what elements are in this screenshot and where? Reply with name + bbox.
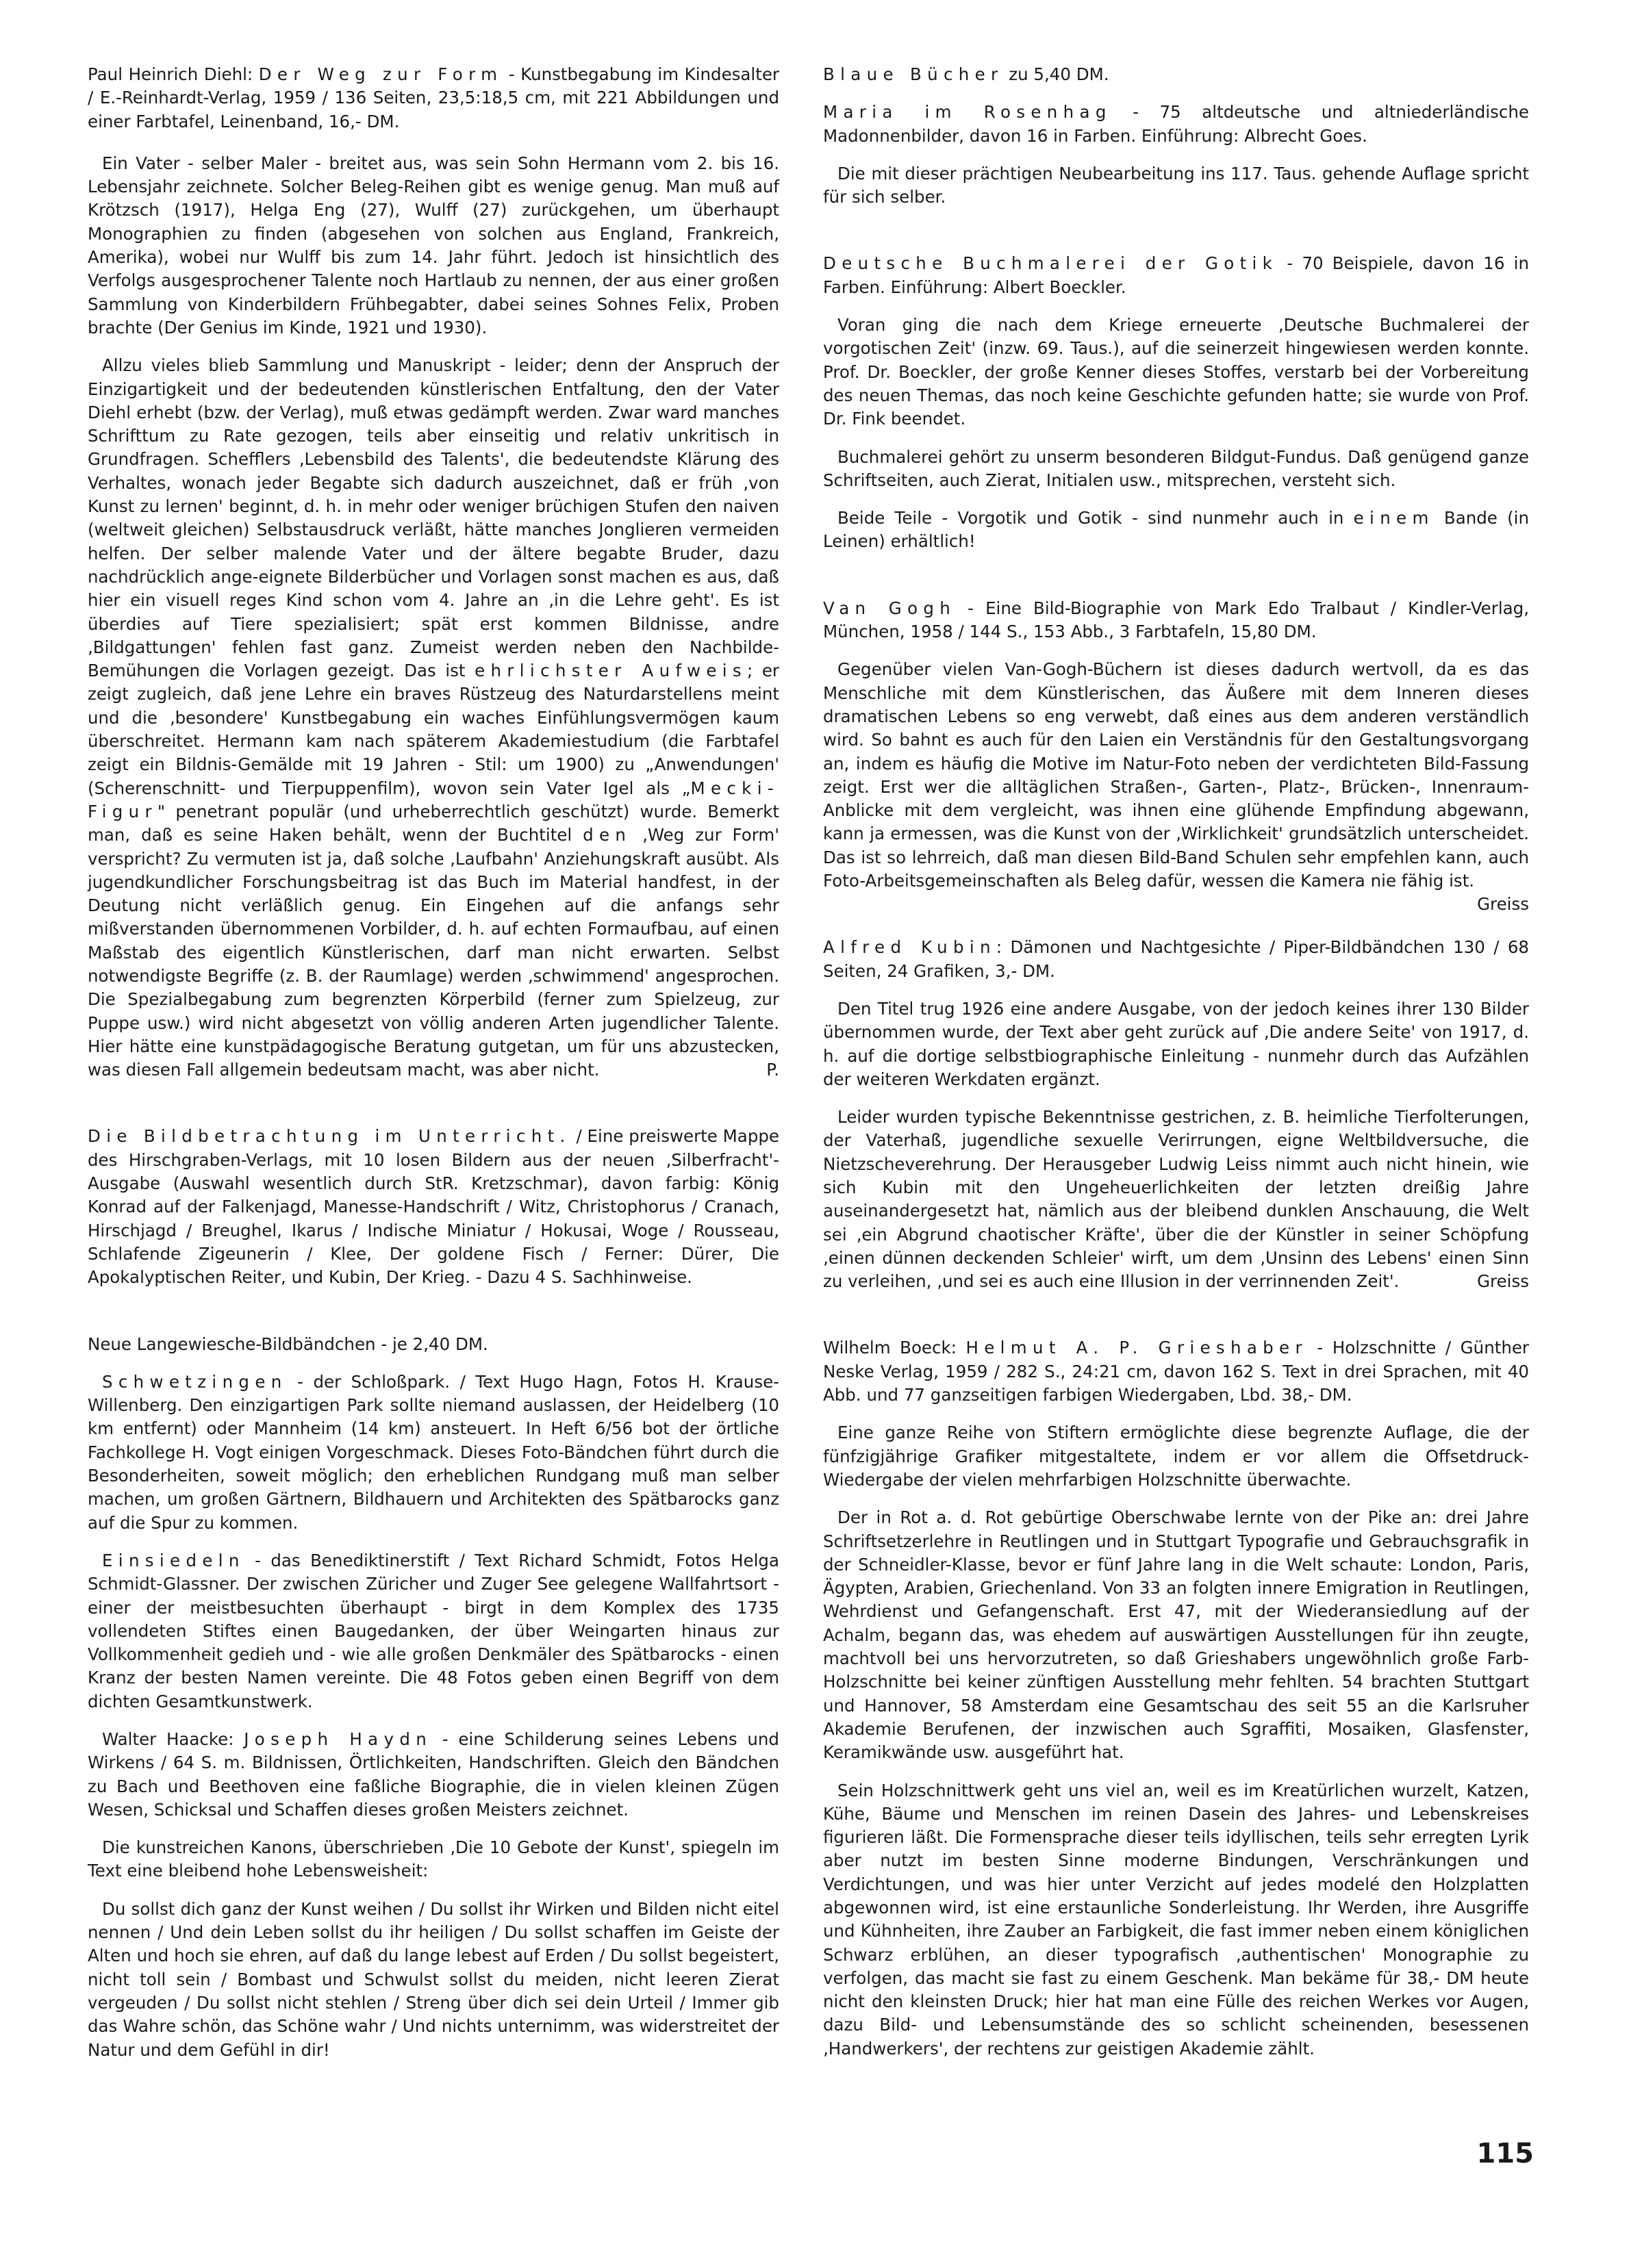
review-heading-kubin: Alfred Kubin: Dämonen und Nachtgesichte / Piper-Bildbändchen 130 / 68 Seiten, 24 Grafiken, 3,- DM. [823, 937, 1529, 981]
review-heading-maria: Maria im Rosenhag - 75 altdeutsche und altniederländische Madonnenbilder, davon 16 in Farben. Einführung: Albrecht Goes. [823, 102, 1529, 146]
review-title: Helmut A. P. Grieshaber [965, 1338, 1308, 1358]
review-author: Paul Heinrich Diehl: [88, 64, 259, 84]
review-paragraph: Allzu vieles blieb Sammlung und Manuskript - leider; denn der Anspruch der Einzigartigkeit und der bedeutenden künstlerischen Entfaltung, den der Vater Diehl erhebt (bzw. der Verlag), muß etwas gedämpft werden. Zwar ward manches Schrifttum zu Rate gezogen, teils aber einseitig und relativ unkritisch in Grundfragen. Schefflers ‚Lebensbild des Talents', die bedeutendste Klärung des Verhaltes, wonach jeder Begabte sich dadurch auszeichnet, daß er früh ‚von Kunst zu lernen' beginnt, d. h. in mehr oder weniger brüchigen Stufen den naiven (weltweit gleichen) Selbstausdruck verläßt, hätte manches Jonglieren vermeiden helfen. Der selber malende Vater und der ältere begabte Bruder, dazu nachdrücklich ange-eignete Bilderbücher und Vorlagen sonst machen es aus, daß hier ein visuell reges Kind schon vom 4. Jahre an ‚in die Lehre geht'. Es ist überdies auf Tiere spezialisiert; spät erst kommen Bildnisse, andre ‚Bildgattungen' fehlen fast ganz. Zumeist werden neben den Nachbilde-Bemühungen die Vorlagen gezeigt. Das ist ehrlichster Aufweis; er zeigt zugleich, daß jene Lehre ein braves Rüstzeug des Naturdarstellens meint und die ‚besondere' Kunstbegabung ein waches Einfühlungsvermögen kaum überschreitet. Hermann kam nach späterem Akademiestudium (die Farbtafel zeigt ein Bildnis-Gemälde mit 19 Jahren - Stil: um 1900) zu „Anwendungen' (Scherenschnitt- und Tierpuppenfilm), wovon sein Vater Igel als „Mecki-Figur" penetrant populär (und urheberrechtlich geschützt) wurde. Bemerkt man, daß es seine Haken behält, wenn der Buchtitel den ‚Weg zur Form' verspricht? Zu vermuten ist ja, daß solche ‚Laufbahn' Anziehungskraft ausübt. Als jugendkundlicher Forschungsbeitrag ist das Buch im Material handfest, in der Deutung nicht verläßlich genug. Ein Eingehen auf die anfangs sehr mißverstanden übernommenen Vorbilder, d. h. auf echten Formaufbau, auf einen Maßstab des eigentlich Künstlerischen, darf man nicht erwarten. Selbst notwendigste Begriffe (z. B. der Raumlage) werden ‚schwimmend' angesprochen. Die Spezialbegabung zum begrenzten Körperbild (ferner zum Spielzeug, zur Puppe usw.) wird nicht abgesetzt von völlig anderen Arten jugendlicher Talente. Hier hätte eine kunstpädagogische Beratung gutgetan, um für uns abzustecken, was diesen Fall allgemein bedeutsam macht, was aber nicht. P. [88, 354, 779, 1082]
review-author: Wilhelm Boeck: [823, 1338, 966, 1358]
section-heading-blaue-buecher: Blaue Bücher zu 5,40 DM. [823, 64, 1109, 84]
review-paragraph: Sein Holzschnittwerk geht uns viel an, weil es im Kreatürlichen wurzelt, Katzen, Kühe, Bäume und Menschen im reinen Dasein des Jahres- und Lebenskreises figurieren läßt. Die Formensprache dieser teils idyllischen, teils sehr erregten Lyrik aber nutzt im besten Sinne moderne Bindungen, Verschränkungen und Verdichtungen, und was hier unter Verzicht auf jedes modelé den Holzplatten abgewonnen wird, ist eine erstaunliche Sonderleistung. Ihr Werden, ihre Ausgriffe und Kühnheiten, ihre Zauber an Farbigkeit, die fast immer neben einem königlichen Schwarz erblühen, an dieser typografisch ‚authentischen' Monographie zu verfolgen, das macht sie fast zu einem Geschenk. Man bekäme für 38,- DM heute nicht den kleinsten Druck; hier hat man eine Fülle des reichen Werkes vor Augen, dazu Bild- und Lebensumstände des so schlicht scheinenden, besessenen ‚Handwerkers', der rechtens zur geistigen Akademie zählt. [823, 1780, 1529, 2059]
review-heading-buchmalerei: Deutsche Buchmalerei der Gotik - 70 Beispiele, davon 16 in Farben. Einführung: Albert Boeckler. [823, 253, 1529, 297]
review-paragraph: Den Titel trug 1926 eine andere Ausgabe, von der jedoch keines ihrer 130 Bilder übernommen wurde, der Text aber geht zurück auf ‚Die andere Seite' von 1917, d. h. auf die dortige selbstbiographische Einleitung - nunmehr durch das Aufzählen der weiteren Werkdaten ergänzt. [823, 998, 1529, 1089]
review-title: Maria im Rosenhag [823, 102, 1112, 123]
review-paragraph: Eine ganze Reihe von Stiftern ermöglichte diese begrenzte Auflage, die der fünfzigjährige Grafiker mitgestaltete, indem er vor allem die Offsetdruck-Wiedergabe der vielen mehrfarbigen Holzschnitte überwachte. [823, 1423, 1529, 1490]
review-paragraph: Die kunstreichen Kanons, überschrieben ‚Die 10 Gebote der Kunst', spiegeln im Text eine bleibend hohe Lebensweisheit: [88, 1837, 779, 1881]
reviewer-signature: Greiss [1477, 1271, 1529, 1292]
review-title: Die Bildbetrachtung im Unterricht. [88, 1126, 571, 1147]
page-number: 115 [1476, 2138, 1534, 2169]
review-paragraph: Leider wurden typische Bekenntnisse gestrichen, z. B. heimliche Tierfolterungen, der Vaterhaß, jugendliche sexuelle Verirrungen, eigne Weltbildversuche, die Nietzscheverehrung. Der Herausgeber Ludwig Leiss nimmt auch nicht hinein, wie sich Kubin mit den Ungeheuerlichkeiten der letzten dreißig Jahre auseinandergesetzt hat, nämlich aus der bleibend dunklen Anschauung, die Welt sei ‚ein Abgrund chaotischer Kräfte', über die der Künstler in seiner Schöpfung ‚einen dünnen deckenden Schleier' wirft, um dem ‚Unsinn des Lebens' einen Sinn zu verleihen, ‚und sei es auch eine Illusion in der verrinnenden Zeit'. Greiss [823, 1106, 1529, 1293]
review-paragraph-haydn: Walter Haacke: Joseph Haydn - eine Schilderung seines Lebens und Wirkens / 64 S. m. Bildnissen, Örtlichkeiten, Handschriften. Gleich den Bändchen zu Bach und Beethoven eine faßliche Biographie, die in vielen kleinen Zügen Wesen, Schicksal und Schaffen dieses großen Meisters zeichnet. [88, 1729, 779, 1820]
review-title: Deutsche Buchmalerei der Gotik [823, 253, 1278, 274]
right-column [823, 63, 1529, 2075]
review-paragraph: Der in Rot a. d. Rot gebürtige Oberschwabe lernte von der Pike an: drei Jahre Schriftsetzerlehre in Reutlingen und in Stuttgart Typografie und Gebrauchsgrafik in der Schneidler-Klasse, bevor er fünf Jahre lang in die Welt schaute: London, Paris, Ägypten, Arabien, Griechenland. Von 33 an folgten innere Emigration in Reutlingen, Wehrdienst und Gefangenschaft. Erst 47, mit der Wiederansiedlung auf der Achalm, begann das, was ehedem auf auswärtigen Ausstellungen für ihn zeugte, machtvoll bei uns hervorzutreten, so daß Grieshabers ungewöhnlich große Farb-Holzschnitte bei keiner zünftigen Ausstellung mehr fehlten. 54 brachten Stuttgart und Hannover, 58 Amsterdam eine Gesamtschau des seit 55 an die Karlsruher Akademie Berufenen, der inzwischen auch Sgraffiti, Mosaiken, Glasfenster, Keramikwände usw. ausgeführt hat. [823, 1507, 1529, 1763]
review-paragraph: Gegenüber vielen Van-Gogh-Büchern ist dieses dadurch wertvoll, da es das Menschliche mit dem Künstlerischen, das Äußere mit dem Inneren dieses dramatischen Lebens so eng verwebt, daß eines aus dem anderen verständlich wird. So bahnt es auch für den Laien ein Verständnis für den Gestaltungsvorgang an, indem es häufig die Motive im Natur-Foto neben der verdichteten Bild-Fassung zeigt. Erst wer die alltäglichen Straßen-, Garten-, Platz-, Brücken-, Innenraum-Anblicke mit dem vergleicht, was ihnen eine glühende Empfindung abgewann, kann ja ermessen, was die Kunst von der ‚Wirklichkeit' grundsätzlich unterscheidet. Das ist so lehrreich, daß man diesen Bild-Band Schulen sehr empfehlen kann, auch Foto-Arbeitsgemeinschaften als Beleg dafür, wessen die Kamera nie fähig ist. Greiss [823, 658, 1529, 893]
review-paragraph: Buchmalerei gehört zu unserm besonderen Bildgut-Fundus. Daß genügend ganze Schriftseiten, auch Zierat, Initialen usw., mitsprechen, versteht sich. [823, 446, 1529, 490]
reviewer-signature: Greiss [1477, 894, 1529, 915]
review-title: Schwetzingen [102, 1371, 288, 1392]
review-title: Joseph Haydn [244, 1729, 433, 1749]
review-paragraph-schwetzingen: Schwetzingen - der Schloßpark. / Text Hugo Hagn, Fotos H. Krause-Willenberg. Den einzigartigen Park sollte niemand auslassen, der Heidelberg (10 km entfernt) oder Mannheim (14 km) ansteuert. In Heft 6/56 bot der örtliche Fachkollege H. Vogt einigen Vorgeschmack. Dieses Foto-Bändchen führt durch die Besonderheiten, soweit möglich; den erheblichen Rundgang muß man selber machen, um großen Gärtnern, Bildhauern und Architekten des Spätbarocks ganz auf die Spur zu kommen. [88, 1371, 779, 1533]
review-paragraph: Die mit dieser prächtigen Neubearbeitung ins 117. Taus. gehende Auflage spricht für sich selber. [823, 163, 1529, 207]
review-heading-grieshaber: Wilhelm Boeck: Helmut A. P. Grieshaber - Holzschnitte / Günther Neske Verlag, 1959 / 282 S., 24:21 cm, davon 162 S. Text in drei Sprachen, mit 40 Abb. und 77 ganzseitigen farbigen Wiedergaben, Lbd. 38,- DM. [823, 1338, 1530, 1405]
review-title: Van Gogh [823, 598, 957, 618]
review-heading-bildbetrachtung: Die Bildbetrachtung im Unterricht. / Eine preiswerte Mappe des Hirschgraben-Verlags, mit 10 losen Bildern aus der neuen ‚Silberfracht'-Ausgabe (Auswahl wesentlich durch StR. Kretzschmar), davon farbig: König Konrad auf der Falkenjagd, Manesse-Handschrift / Witz, Christophorus / Cranach, Hirschjagd / Breughel, Ikarus / Indische Miniatur / Hokusai, Woge / Rousseau, Schlafende Zigeunerin / Klee, Der goldene Fisch / Ferner: Dürer, Die Apokalyptischen Reiter, und Kubin, Der Krieg. - Dazu 4 S. Sachhinweise. [88, 1126, 779, 1288]
quoted-commandments: Du sollst dich ganz der Kunst weihen / Du sollst ihr Wirken und Bilden nicht eitel nennen / Und dein Leben sollst du ihr heiligen / Du sollst schaffen im Geiste der Alten und hoch sie ehren, auf daß du lange lebest auf Erden / Du sollst begeistert, nicht toll sein / Bombast und Schwulst sollst du meiden, nicht leeren Zierat vergeuden / Du sollst nicht stehlen / Streng über dich sei dein Urteil / Immer gib das Wahre schön, das Schöne wahr / Und nichts unternimm, was widerstreitet der Natur und dem Gefühl in dir! [88, 1898, 779, 2060]
review-title: Einsiedeln [102, 1550, 245, 1570]
review-title: Alfred Kubin [823, 937, 996, 958]
review-heading-diehl: Paul Heinrich Diehl: Der Weg zur Form - Kunstbegabung im Kindesalter / E.-Reinhardt-Verlag, 1959 / 136 Seiten, 23,5:18,5 cm, mit 221 Abbildungen und einer Farbtafel, Leinenband, 16,- DM. [88, 64, 779, 131]
review-paragraph: Ein Vater - selber Maler - breitet aus, was sein Sohn Hermann vom 2. bis 16. Lebensjahr zeichnete. Solcher Beleg-Reihen gibt es wenige genug. Man muß auf Krötzsch (1917), Helga Eng (27), Wulff (27) zurückgehen, um überhaupt Monographien zu finden (abgesehen von solchen aus England, Frankreich, Amerika), wobei nur Wulff bis zum 14. Jahr führt. Jedoch ist hinsichtlich des Verfolgs ausgesprochener Talente noch Hartlaub zu nennen, der aus einer großen Sammlung von Kinderbildern Frühbegabter, dabei seines Sohnes Felix, Proben brachte (Der Genius im Kinde, 1921 und 1930). [88, 153, 779, 337]
left-column [88, 63, 779, 2076]
review-title: Der Weg zur Form [258, 64, 503, 84]
review-heading-van-gogh: Van Gogh - Eine Bild-Biographie von Mark Edo Tralbaut / Kindler-Verlag, München, 1958 / 144 S., 153 Abb., 3 Farbtafeln, 15,80 DM. [823, 598, 1529, 642]
review-title: Blaue Bücher [823, 64, 1004, 84]
review-paragraph: Beide Teile - Vorgotik und Gotik - sind nunmehr auch in einem Bande (in Leinen) erhältlich! [823, 508, 1530, 552]
reviewer-signature: P. [766, 1060, 779, 1080]
review-author: Walter Haacke: [102, 1729, 244, 1749]
review-paragraph: Voran ging die nach dem Kriege erneuerte ‚Deutsche Buchmalerei der vorgotischen Zeit' (inzw. 69. Taus.), auf die seinerzeit hingewiesen werden konnte. Prof. Dr. Boeckler, der große Kenner dieses Stoffes, verstarb bei der Vorbereitung des neuen Themas, das noch keine Geschichte gefunden hatte; sie wurde von Prof. Dr. Fink beendet. [823, 315, 1529, 429]
review-paragraph-einsiedeln: Einsiedeln - das Benediktinerstift / Text Richard Schmidt, Fotos Helga Schmidt-Glassner. Der zwischen Züricher und Zuger See gelegene Wallfahrtsort - einer der meistbesuchten überhaupt - birgt in dem Komplex des 1735 vollendeten Stiftes einen Baugedanken, der über Weingarten hinaus zur Vollkommenheit gedieh und - wie alle großen Denkmäler des Spätbarocks - einen Kranz der besten Namen vereinte. Die 48 Fotos geben einen Begriff von dem dichten Gesamtkunstwerk. [88, 1550, 779, 1711]
section-heading-langewiesche: Neue Langewiesche-Bildbändchen - je 2,40 DM. [88, 1334, 488, 1354]
